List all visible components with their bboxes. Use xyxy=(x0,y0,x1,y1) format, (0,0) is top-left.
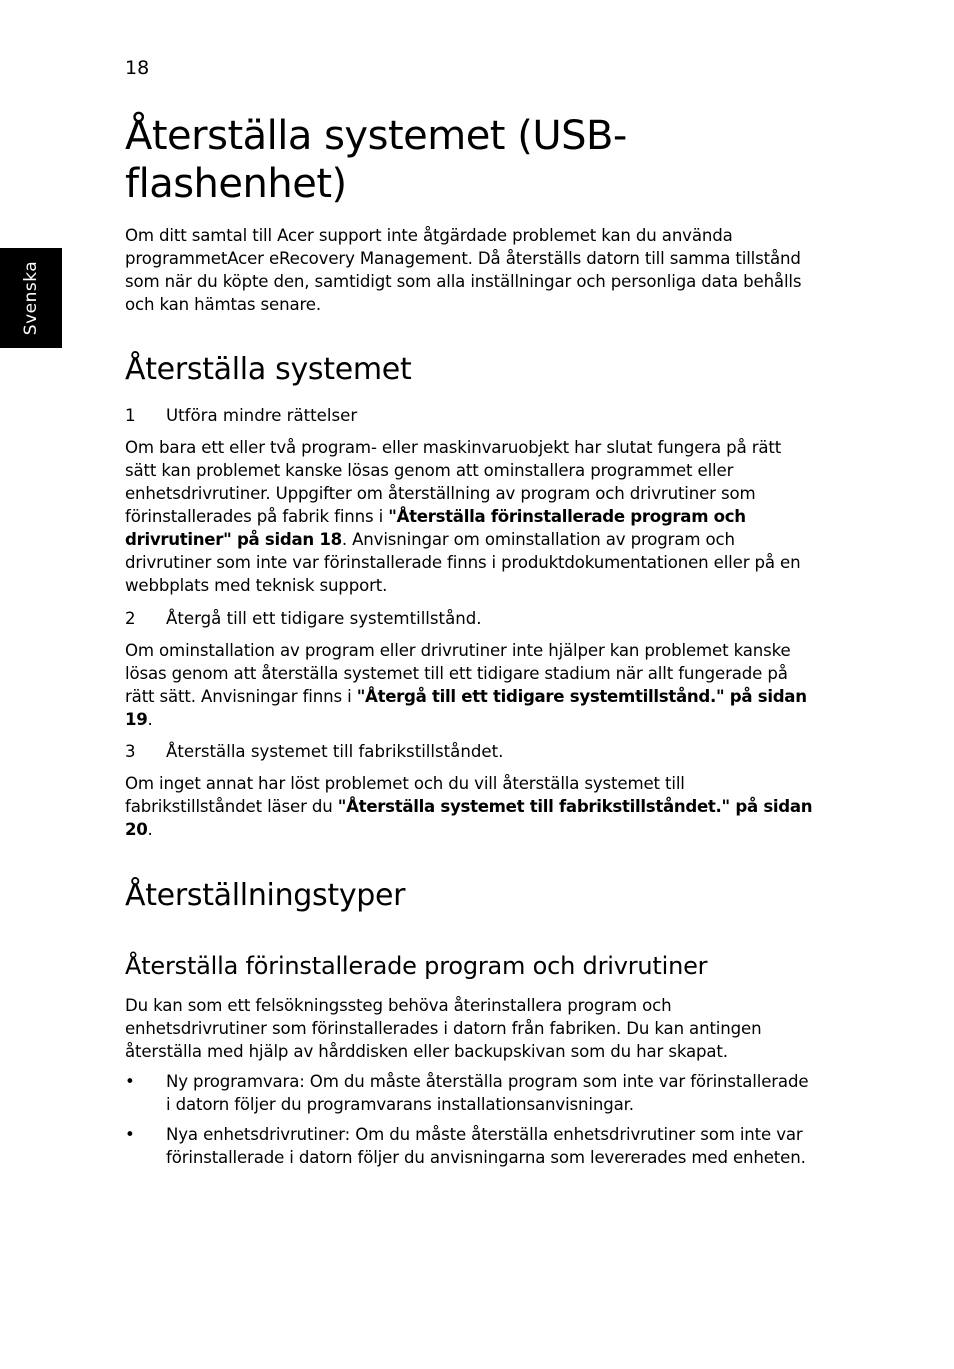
bullet-symbol: • xyxy=(125,1125,135,1144)
item-number: 1 xyxy=(125,406,136,425)
subsection-paragraph: Du kan som ett felsökningssteg behöva återinstallera program och enhetsdrivrutiner som förinstallerades i datorn från fabriken. Du kan antingen återställa med hjälp av hårddisken eller backupskivan som du har skapat. xyxy=(125,996,762,1061)
bullet-text: Ny programvara: Om du måste återställa program som inte var förinstallerade i datorn följer du programvarans installationsanvisningar. xyxy=(166,1072,809,1114)
item-3-paragraph xyxy=(125,772,815,841)
bullet-text: Nya enhetsdrivrutiner: Om du måste återställa enhetsdrivrutiner som inte var förinstallerade i datorn följer du anvisningarna som levererades med enheten. xyxy=(166,1125,806,1167)
cross-reference-link[interactable]: "Återställa systemet till fabrikstillståndet." på sidan 20 xyxy=(125,797,813,839)
section-heading-aterstallningstyper: Återställningstyper xyxy=(125,878,406,913)
section-heading-aterstalla-systemet: Återställa systemet xyxy=(125,352,412,387)
page-title: Återställa systemet (USB-flashenhet) xyxy=(125,113,627,207)
bullet-symbol: • xyxy=(125,1072,135,1091)
cross-reference-link[interactable]: "Återställa förinstallerade program och drivrutiner" på sidan 18 xyxy=(125,507,746,549)
paragraph-text: Om bara ett eller två program- eller maskinvaruobjekt har slutat fungera på rätt sätt kan problemet kanske lösas genom att ominstallera programmet eller enhetsdrivrutiner. Uppgifter om återställning av program och drivrutiner som förinstallerades på fabrik finns i xyxy=(125,438,782,526)
paragraph-text: . xyxy=(147,710,153,729)
paragraph-text: . xyxy=(147,820,153,839)
item-1-paragraph xyxy=(125,436,815,597)
language-side-tab-label: Svenska xyxy=(21,260,41,336)
paragraph-text: Om ominstallation av program eller drivrutiner inte hjälper kan problemet kanske lösas genom att återställa systemet till ett tidigare stadium när allt fungerade på rätt sätt. Anvisningar finns i xyxy=(125,641,791,706)
item-label: Återställa systemet till fabrikstillståndet. xyxy=(166,742,504,761)
item-label: Utföra mindre rättelser xyxy=(166,406,358,425)
language-side-tab xyxy=(0,248,62,348)
intro-paragraph: Om ditt samtal till Acer support inte åtgärdade problemet kan du använda programmetAcer eRecovery Management. Då återställs datorn till samma tillstånd som när du köpte den, samtidigt som alla inställningar och personliga data behålls och kan hämtas senare. xyxy=(125,226,802,314)
item-number: 3 xyxy=(125,742,136,761)
item-number: 2 xyxy=(125,609,136,628)
paragraph-text: . Anvisningar om ominstallation av program och drivrutiner som inte var förinstallerade finns i produktdokumentationen eller på en webbplats med teknisk support. xyxy=(125,530,801,595)
subsection-heading: Återställa förinstallerade program och drivrutiner xyxy=(125,952,708,980)
item-label: Återgå till ett tidigare systemtillstånd. xyxy=(166,609,482,628)
page-number: 18 xyxy=(125,57,150,79)
item-2-paragraph xyxy=(125,639,815,731)
cross-reference-link[interactable]: "Återgå till ett tidigare systemtillstånd." på sidan 19 xyxy=(125,687,807,729)
paragraph-text: Om inget annat har löst problemet och du vill återställa systemet till fabrikstillståndet läser du xyxy=(125,774,685,816)
